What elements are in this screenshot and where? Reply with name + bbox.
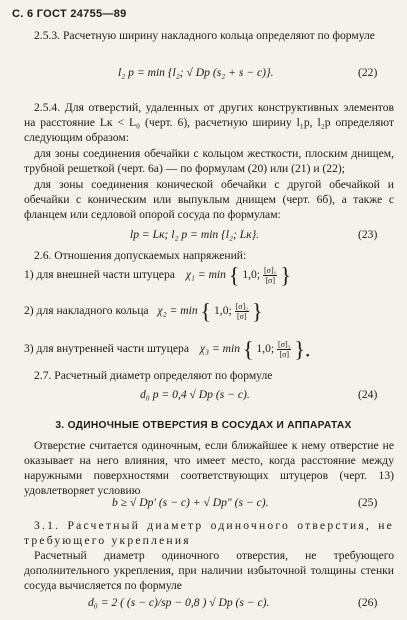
formula-26-number: (26) [358, 596, 378, 609]
formula-23-number: (23) [358, 228, 378, 241]
stress-ratio-2-fraction: $\frac{\text{[σ]₂}}{[\sigma]}$ [235, 302, 249, 321]
paragraph-2-5-4-a: для зоны соединения обечайки с кольцом жесткости, плоским днищем, трубной решеткой (черт. 6а) — по формулам (20) или (21) и (22); [24, 147, 394, 175]
stress-ratio-3-fraction: $\frac{\text{[σ]₃}}{[\sigma]}$ [278, 340, 291, 359]
formula-25-expression: b ≥ √ Dр′ (s − c) + √ Dр″ (s − c). [112, 496, 269, 509]
formula-24-expression: d₀ р = 0,4 √ Dр (s − c). [140, 388, 250, 401]
paragraph-3-intro: Отверстие считается одиночным, если ближайшее к нему отверстие не оказывает на него влияния, что имеет место, когда расстояние между наружными поверхностями соответствующих штуцеров (черт. 13) удовлетворяет условию [24, 439, 394, 497]
stress-ratio-3-text: 3) для внутренней части штуцера [24, 342, 189, 356]
stress-ratio-2-text: 2) для накладного кольца [24, 304, 149, 318]
stress-ratio-3-row: 3) для внутренней части штуцера χ₃ = min { 1,0; $\frac{\text{[σ]₃}}{[\sigma]}$ }. [24, 336, 311, 362]
paragraph-2-5-4: 2.5.4. Для отверстий, удаленных от других конструктивных элементов на расстояние Lк < L₀ (черт. 6), расчетную ширину l₁р, l₂р определяют следующим образом: [24, 101, 394, 144]
formula-23-expression: lр = Lк; l₂ р = min {l₂; Lк}. [130, 228, 260, 241]
stress-ratio-1-a: 1,0; [242, 268, 261, 282]
paragraph-2-5-4-b: для зоны соединения конической обечайки с другой обечайкой и обечайки с коническим или выпуклым днищем (черт. 6б), а также с фланцем или седловой опорой сосуда по формулам: [24, 178, 394, 221]
stress-ratio-2-a: 1,0; [214, 304, 232, 318]
stress-ratio-2-lhs: χ₂ = min [157, 304, 198, 318]
stress-ratio-1-text: 1) для внешней части штуцера [24, 268, 175, 282]
formula-26-expression: d₀ = 2 ( (s − c)/sр − 0,8 ) √ Dр (s − c). [88, 596, 270, 609]
formula-25-number: (25) [358, 496, 378, 509]
formula-22-number: (22) [358, 66, 378, 79]
paragraph-3-1: 3.1. Расчетный диаметр одиночного отверстия, не требующего укрепления [24, 519, 394, 547]
page-header: С. 6 ГОСТ 24755—89 [12, 8, 127, 20]
stress-ratio-3-a: 1,0; [256, 342, 275, 356]
paragraph-3-1-body: Расчетный диаметр одиночного отверстия, не требующего дополнительного укрепления, при наличии избыточной толщины стенки сосуда вычисляется по формуле [24, 549, 394, 592]
formula-22-expression: l₂ р = min {l₂; √ Dр (s₂ + s − c)}. [118, 66, 274, 79]
section-3-heading: 3. ОДИНОЧНЫЕ ОТВЕРСТИЯ В СОСУДАХ И АППАРАТАХ [55, 420, 352, 431]
stress-ratio-1: 1) для внешней части штуцера χ₁ = min { 1,0; $\frac{\text{[σ]₁}}{[\sigma]}$ } [24, 262, 291, 288]
paragraph-2-6: 2.6. Отношения допускаемых напряжений: [34, 249, 247, 262]
paragraph-2-7: 2.7. Расчетный диаметр определяют по формуле [34, 369, 273, 382]
stress-ratio-3-lhs: χ₃ = min [199, 342, 241, 356]
stress-ratio-2: 2) для накладного кольца χ₂ = min { 1,0; $\frac{\text{[σ]₂}}{[\sigma]}$ } [24, 298, 263, 324]
formula-24-number: (24) [358, 388, 378, 401]
stress-ratio-1-fraction: $\frac{\text{[σ]₁}}{[\sigma]}$ [263, 266, 277, 285]
paragraph-2-5-3: 2.5.3. Расчетную ширину накладного кольца определяют по формуле [34, 29, 375, 42]
stress-ratio-1-lhs: χ₁ = min [185, 268, 226, 282]
